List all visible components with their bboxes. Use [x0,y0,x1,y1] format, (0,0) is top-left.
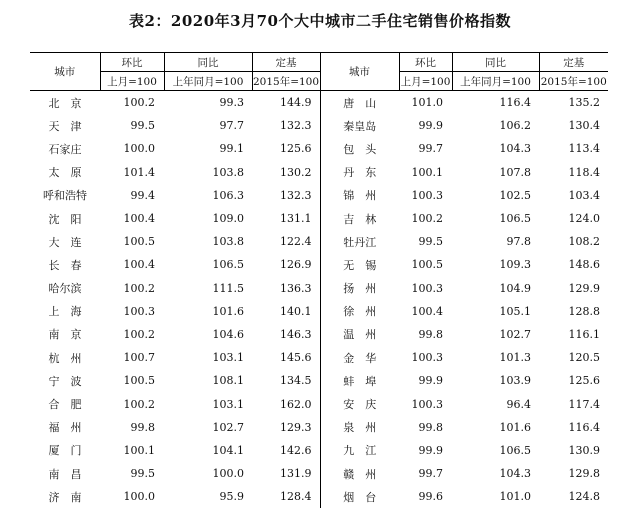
cell-city-left: 厦 门 [30,439,100,462]
cell-yoy-left: 111.5 [164,277,252,300]
cell-city-right: 安 庆 [320,392,399,415]
cell-city-right: 徐 州 [320,300,399,323]
cell-city-right: 丹 东 [320,161,399,184]
table-row [30,485,608,508]
table-row [30,207,608,230]
cell-city-left: 南 京 [30,323,100,346]
cell-city-right: 扬 州 [320,277,399,300]
cell-city-right: 包 头 [320,137,399,160]
cell-fixed-right: 118.4 [539,161,608,184]
cell-fixed-left: 134.5 [252,369,320,392]
cell-mom-left: 100.5 [100,230,164,253]
header-yoy-left: 同比 [164,53,252,72]
cell-fixed-left: 145.6 [252,346,320,369]
header-city-left: 城市 [30,53,100,91]
header-yoy-sub-left: 上年同月=100 [164,72,252,91]
cell-fixed-left: 142.6 [252,439,320,462]
table-row [30,392,608,415]
cell-yoy-left: 104.1 [164,439,252,462]
cell-fixed-right: 135.2 [539,91,608,115]
cell-fixed-right: 148.6 [539,253,608,276]
cell-yoy-left: 100.0 [164,462,252,485]
cell-city-left: 济 南 [30,485,100,508]
cell-mom-right: 100.1 [399,161,452,184]
cell-yoy-left: 103.1 [164,346,252,369]
cell-yoy-right: 104.9 [452,277,539,300]
header-fixed-left: 定基 [252,53,320,72]
cell-yoy-left: 106.5 [164,253,252,276]
cell-mom-left: 100.2 [100,91,164,115]
header-mom-sub-left: 上月=100 [100,72,164,91]
cell-mom-left: 100.1 [100,439,164,462]
table-row [30,369,608,392]
cell-fixed-left: 128.4 [252,485,320,508]
cell-yoy-left: 102.7 [164,416,252,439]
table-row [30,253,608,276]
cell-yoy-left: 95.9 [164,485,252,508]
cell-fixed-left: 129.3 [252,416,320,439]
cell-mom-right: 100.4 [399,300,452,323]
price-index-table [30,52,608,508]
cell-mom-left: 99.8 [100,416,164,439]
cell-city-left: 长 春 [30,253,100,276]
cell-yoy-right: 101.6 [452,416,539,439]
cell-fixed-right: 128.8 [539,300,608,323]
table-row [30,462,608,485]
cell-city-right: 赣 州 [320,462,399,485]
cell-mom-left: 99.5 [100,114,164,137]
cell-city-right: 泉 州 [320,416,399,439]
cell-city-right: 温 州 [320,323,399,346]
cell-mom-left: 99.4 [100,184,164,207]
cell-mom-right: 99.9 [399,369,452,392]
cell-yoy-right: 102.5 [452,184,539,207]
cell-mom-right: 99.5 [399,230,452,253]
cell-city-right: 锦 州 [320,184,399,207]
cell-yoy-left: 101.6 [164,300,252,323]
cell-fixed-left: 144.9 [252,91,320,115]
cell-mom-left: 100.4 [100,253,164,276]
cell-mom-right: 99.9 [399,439,452,462]
cell-yoy-left: 99.3 [164,91,252,115]
cell-yoy-right: 103.9 [452,369,539,392]
table-title: 表2：2020年3月70个大中城市二手住宅销售价格指数 [0,10,640,31]
cell-fixed-left: 146.3 [252,323,320,346]
cell-fixed-right: 117.4 [539,392,608,415]
cell-fixed-right: 103.4 [539,184,608,207]
cell-city-right: 烟 台 [320,485,399,508]
cell-fixed-right: 124.8 [539,485,608,508]
cell-mom-left: 101.4 [100,161,164,184]
cell-fixed-left: 132.3 [252,114,320,137]
table-row [30,416,608,439]
cell-yoy-right: 104.3 [452,137,539,160]
cell-yoy-left: 108.1 [164,369,252,392]
cell-mom-right: 99.8 [399,416,452,439]
cell-mom-right: 100.5 [399,253,452,276]
cell-mom-right: 99.7 [399,137,452,160]
cell-mom-right: 99.7 [399,462,452,485]
cell-mom-left: 99.5 [100,462,164,485]
cell-yoy-right: 107.8 [452,161,539,184]
header-fixed-sub-left: 2015年=100 [252,72,320,91]
cell-mom-left: 100.4 [100,207,164,230]
cell-yoy-right: 97.8 [452,230,539,253]
cell-yoy-left: 103.8 [164,230,252,253]
cell-fixed-right: 129.8 [539,462,608,485]
cell-city-left: 合 肥 [30,392,100,415]
table-row [30,323,608,346]
cell-yoy-right: 101.3 [452,346,539,369]
cell-city-right: 金 华 [320,346,399,369]
cell-yoy-right: 102.7 [452,323,539,346]
cell-city-left: 天 津 [30,114,100,137]
cell-mom-left: 100.0 [100,137,164,160]
table-row [30,161,608,184]
header-mom-right: 环比 [399,53,452,72]
cell-mom-right: 100.3 [399,277,452,300]
cell-fixed-right: 120.5 [539,346,608,369]
cell-fixed-right: 108.2 [539,230,608,253]
cell-city-left: 沈 阳 [30,207,100,230]
cell-yoy-left: 103.1 [164,392,252,415]
table-row [30,439,608,462]
cell-city-right: 唐 山 [320,91,399,115]
cell-mom-right: 100.2 [399,207,452,230]
cell-mom-right: 100.3 [399,184,452,207]
table-row [30,300,608,323]
cell-mom-right: 99.9 [399,114,452,137]
cell-city-right: 无 锡 [320,253,399,276]
table-row [30,346,608,369]
cell-city-left: 杭 州 [30,346,100,369]
cell-fixed-right: 130.4 [539,114,608,137]
cell-city-right: 牡丹江 [320,230,399,253]
header-yoy-right: 同比 [452,53,539,72]
cell-fixed-right: 125.6 [539,369,608,392]
cell-mom-right: 99.8 [399,323,452,346]
cell-fixed-left: 130.2 [252,161,320,184]
cell-mom-left: 100.2 [100,277,164,300]
cell-city-left: 石家庄 [30,137,100,160]
cell-yoy-left: 103.8 [164,161,252,184]
cell-yoy-left: 104.6 [164,323,252,346]
cell-mom-left: 100.7 [100,346,164,369]
cell-yoy-right: 105.1 [452,300,539,323]
cell-yoy-right: 106.2 [452,114,539,137]
cell-yoy-right: 101.0 [452,485,539,508]
cell-mom-left: 100.2 [100,392,164,415]
header-mom-left: 环比 [100,53,164,72]
cell-fixed-right: 116.4 [539,416,608,439]
header-row-main [30,53,608,72]
header-row-sub [30,72,608,91]
table-body [30,91,608,508]
cell-city-right: 吉 林 [320,207,399,230]
cell-yoy-right: 96.4 [452,392,539,415]
cell-yoy-right: 104.3 [452,462,539,485]
header-city-right: 城市 [320,53,399,91]
cell-yoy-right: 106.5 [452,439,539,462]
cell-yoy-left: 99.1 [164,137,252,160]
table-row [30,137,608,160]
cell-fixed-right: 116.1 [539,323,608,346]
table-row [30,91,608,115]
cell-city-left: 福 州 [30,416,100,439]
cell-city-left: 呼和浩特 [30,184,100,207]
cell-city-left: 北 京 [30,91,100,115]
cell-mom-right: 101.0 [399,91,452,115]
cell-yoy-left: 106.3 [164,184,252,207]
cell-city-right: 蚌 埠 [320,369,399,392]
table-row [30,277,608,300]
header-mom-sub-right: 上月=100 [399,72,452,91]
table-header [30,53,608,91]
cell-yoy-right: 106.5 [452,207,539,230]
cell-fixed-right: 124.0 [539,207,608,230]
header-yoy-sub-right: 上年同月=100 [452,72,539,91]
cell-city-left: 宁 波 [30,369,100,392]
cell-yoy-right: 109.3 [452,253,539,276]
cell-fixed-right: 113.4 [539,137,608,160]
table-row [30,184,608,207]
cell-mom-right: 99.6 [399,485,452,508]
cell-fixed-left: 125.6 [252,137,320,160]
cell-mom-right: 100.3 [399,392,452,415]
cell-fixed-left: 131.1 [252,207,320,230]
header-fixed-right: 定基 [539,53,608,72]
cell-mom-right: 100.3 [399,346,452,369]
cell-yoy-left: 109.0 [164,207,252,230]
cell-city-right: 九 江 [320,439,399,462]
cell-yoy-right: 116.4 [452,91,539,115]
cell-fixed-right: 129.9 [539,277,608,300]
cell-city-left: 南 昌 [30,462,100,485]
cell-fixed-left: 126.9 [252,253,320,276]
cell-fixed-left: 136.3 [252,277,320,300]
cell-fixed-left: 140.1 [252,300,320,323]
cell-fixed-left: 131.9 [252,462,320,485]
cell-city-right: 秦皇岛 [320,114,399,137]
cell-fixed-left: 162.0 [252,392,320,415]
cell-city-left: 上 海 [30,300,100,323]
cell-mom-left: 100.2 [100,323,164,346]
cell-fixed-left: 122.4 [252,230,320,253]
cell-mom-left: 100.3 [100,300,164,323]
cell-yoy-left: 97.7 [164,114,252,137]
table-row [30,230,608,253]
cell-mom-left: 100.5 [100,369,164,392]
cell-city-left: 大 连 [30,230,100,253]
cell-city-left: 哈尔滨 [30,277,100,300]
cell-fixed-left: 132.3 [252,184,320,207]
header-fixed-sub-right: 2015年=100 [539,72,608,91]
cell-fixed-right: 130.9 [539,439,608,462]
table-row [30,114,608,137]
cell-mom-left: 100.0 [100,485,164,508]
cell-city-left: 太 原 [30,161,100,184]
